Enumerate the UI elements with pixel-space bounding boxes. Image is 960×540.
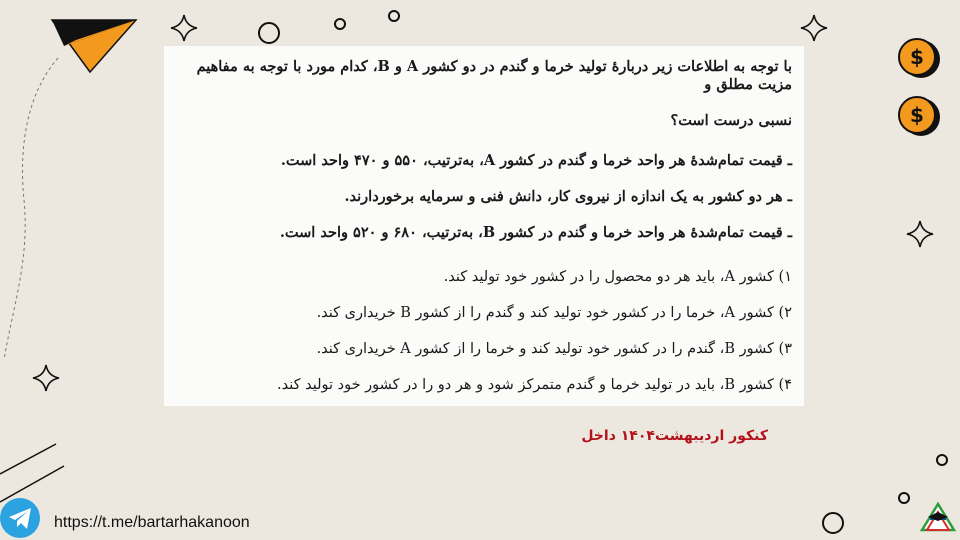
ring-icon bbox=[934, 452, 950, 468]
telegram-icon[interactable] bbox=[0, 496, 46, 540]
sparkle-star-icon bbox=[800, 14, 828, 42]
graduation-logo-icon bbox=[918, 500, 958, 536]
info-bullet: ـ قیمت تمام‌شدهٔ هر واحد خرما و گندم در کشور A، به‌ترتیب، ۵۵۰ و ۴۷۰ واحد است. bbox=[280, 152, 792, 169]
answer-option[interactable]: ۳) کشور B، گندم را در کشور خود تولید کند و خرما را از کشور A خریداری کند. bbox=[316, 341, 792, 357]
sparkle-star-icon bbox=[32, 364, 60, 392]
info-bullet: ـ هر دو کشور به یک اندازه از نیروی کار، دانش فنی و سرمایه برخوردارند. bbox=[344, 188, 792, 205]
sparkle-star-icon bbox=[906, 220, 934, 248]
ring-icon bbox=[896, 490, 912, 506]
dashed-flight-path bbox=[0, 50, 80, 370]
exam-source-label: کنکور اردیبهشت۱۴۰۴ داخل bbox=[581, 428, 768, 444]
answer-option[interactable]: ۱) کشور A، باید هر دو محصول را در کشور خود تولید کند. bbox=[443, 269, 792, 285]
question-text-continued: نسبی درست است؟ bbox=[670, 112, 792, 129]
info-bullet: ـ قیمت تمام‌شدهٔ هر واحد خرما و گندم در کشور B، به‌ترتیب، ۶۸۰ و ۵۲۰ واحد است. bbox=[279, 224, 792, 241]
dollar-coin-icon: $ bbox=[898, 38, 936, 76]
ring-icon bbox=[256, 20, 282, 46]
sparkle-star-icon bbox=[170, 14, 198, 42]
ring-icon bbox=[332, 16, 348, 32]
dollar-coin-icon: $ bbox=[898, 96, 936, 134]
question-text: با توجه به اطلاعات زیر دربارهٔ تولید خرما و گندم در دو کشور A و B، کدام مورد با توجه به مفاهیم مزیت مطلق و bbox=[196, 58, 792, 93]
ring-icon bbox=[820, 510, 846, 536]
telegram-channel-link[interactable]: https://t.me/bartarhakanoon bbox=[54, 514, 250, 531]
answer-option[interactable]: ۲) کشور A، خرما را در کشور خود تولید کند و گندم را از کشور B خریداری کند. bbox=[316, 305, 792, 321]
question-card bbox=[164, 46, 804, 406]
answer-option[interactable]: ۴) کشور B، باید در تولید خرما و گندم متمرکز شود و هر دو را در کشور خود تولید کند. bbox=[276, 377, 792, 393]
ring-icon bbox=[386, 8, 402, 24]
